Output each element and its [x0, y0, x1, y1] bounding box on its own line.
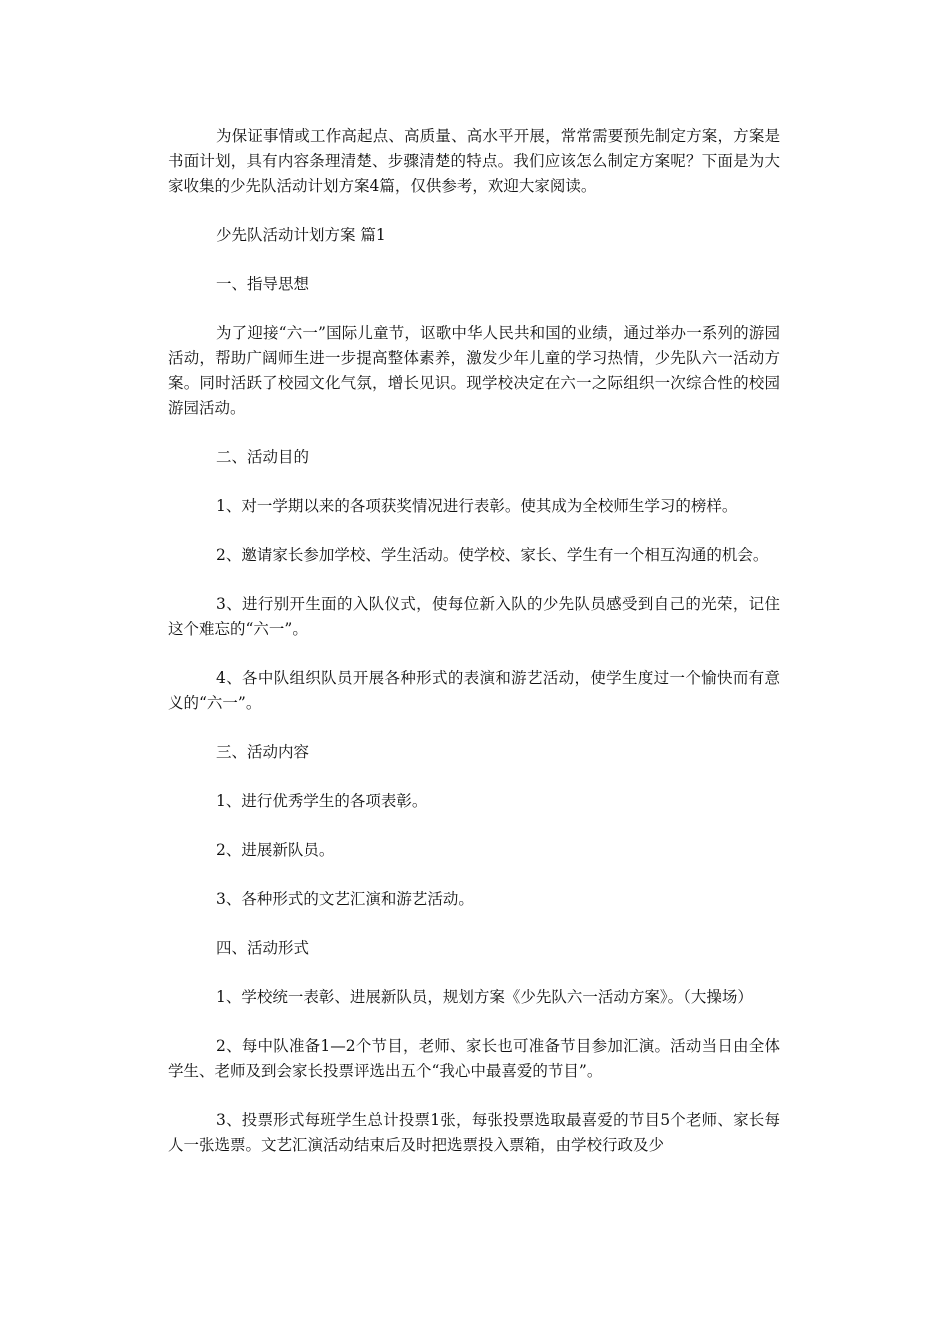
purpose-item-4: 4、各中队组织队员开展各种形式的表演和游艺活动，使学生度过一个愉快而有意义的“六一”。: [168, 669, 780, 712]
heading-activity-purpose: 二、活动目的: [216, 448, 310, 466]
guiding-thought-paragraph: 为了迎接“六一”国际儿童节，讴歌中华人民共和国的业绩，通过举办一系列的游园活动，帮助广阔师生进一步提高整体素养，激发少年儿童的学习热情，少先队六一活动方案。同时活跃了校园文化气氛，增长见识。现学校决定在六一之际组织一次综合性的校园游园活动。: [168, 324, 780, 417]
heading-activity-form: 四、活动形式: [216, 939, 310, 957]
intro-paragraph: 为保证事情或工作高起点、高质量、高水平开展，常常需要预先制定方案，方案是书面计划，具有内容条理清楚、步骤清楚的特点。我们应该怎么制定方案呢？下面是为大家收集的少先队活动计划方案4篇，仅供参考，欢迎大家阅读。: [168, 127, 780, 195]
content-item-2: 2、进展新队员。: [216, 841, 335, 859]
purpose-item-2: 2、邀请家长参加学校、学生活动。使学校、家长、学生有一个相互沟通的机会。: [216, 546, 769, 564]
content-item-3: 3、各种形式的文艺汇演和游艺活动。: [216, 890, 474, 908]
heading-activity-content: 三、活动内容: [216, 743, 310, 761]
heading-guiding-thought: 一、指导思想: [216, 275, 310, 293]
content-item-1: 1、进行优秀学生的各项表彰。: [216, 792, 428, 810]
purpose-item-1: 1、对一学期以来的各项获奖情况进行表彰。使其成为全校师生学习的榜样。: [216, 497, 738, 515]
form-item-3: 3、投票形式每班学生总计投票1张，每张投票选取最喜爱的节目5个老师、家长每人一张选票。文艺汇演活动结束后及时把选票投入票箱，由学校行政及少: [168, 1111, 780, 1154]
form-item-1: 1、学校统一表彰、进展新队员，规划方案《少先队六一活动方案》。（大操场）: [216, 988, 753, 1006]
form-item-2: 2、每中队准备1—2个节目，老师、家长也可准备节目参加汇演。活动当日由全体学生、老师及到会家长投票评选出五个“我心中最喜爱的节目”。: [168, 1037, 780, 1080]
purpose-item-3: 3、进行别开生面的入队仪式，使每位新入队的少先队员感受到自己的光荣，记住这个难忘的“六一”。: [168, 595, 780, 638]
document-body: [168, 124, 780, 1182]
section-title: 少先队活动计划方案 篇1: [216, 226, 386, 244]
